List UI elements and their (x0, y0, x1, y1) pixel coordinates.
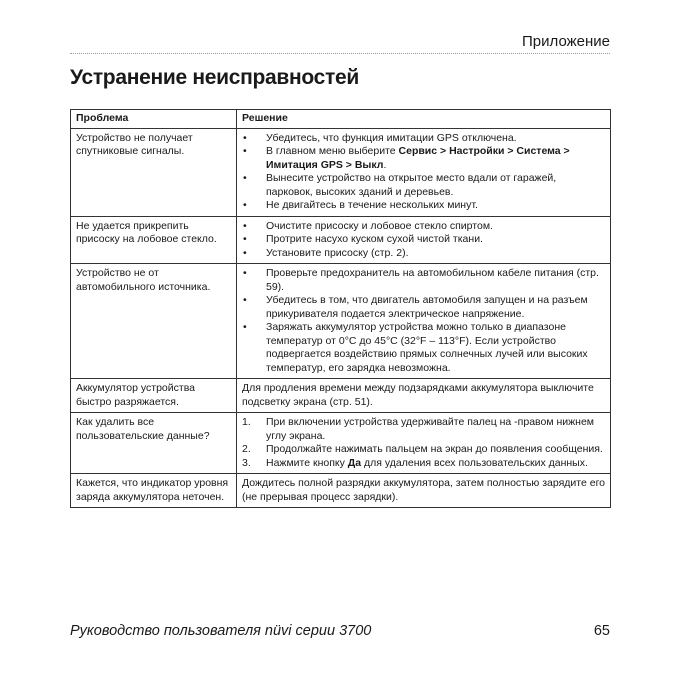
solution-list (242, 267, 605, 375)
footer-manual-title: Руководство пользователя nüvi серии 3700 (70, 623, 372, 639)
list-item-text: При включении устройства удерживайте палец на -правом нижнем углу экрана. (266, 416, 595, 442)
problem-cell: Устройство не от автомобильного источника. (71, 264, 237, 379)
solution-cell (237, 264, 611, 379)
list-item (242, 267, 605, 294)
troubleshooting-table (70, 109, 611, 508)
table-row (71, 216, 611, 264)
list-item (242, 247, 605, 261)
list-item-text: . (383, 158, 387, 171)
list-item (242, 294, 605, 321)
list-item-text: В главном меню выберите (266, 145, 399, 157)
list-item-text: Вынесите устройство на открытое место вдали от гаражей, парковок, высоких зданий и деревьев. (266, 172, 557, 198)
bullet-marker: • (243, 246, 247, 259)
list-item (242, 457, 605, 471)
solution-cell (237, 216, 611, 264)
bullet-marker: • (243, 199, 247, 211)
list-item-text: Убедитесь, что функция имитации GPS отключена. (266, 131, 517, 144)
list-item (242, 416, 605, 443)
list-item (242, 443, 605, 457)
bullet-marker: • (243, 145, 247, 157)
list-item-text: Не двигайтесь в течение нескольких минут. (266, 199, 478, 211)
bullet-marker: • (243, 294, 247, 306)
solution-cell: Дождитесь полной разрядки аккумулятора, затем полностью зарядите его (не прерывая процесс зарядки). (237, 474, 611, 508)
list-item (242, 145, 605, 172)
list-item-text: Продолжайте нажимать пальцем на экран до появления сообщения. (266, 443, 603, 455)
page-number: 65 (593, 623, 610, 639)
bullet-marker: • (243, 219, 247, 232)
list-item-text: Протрите насухо куском сухой чистой ткани. (266, 233, 483, 245)
column-header-solution: Решение (237, 110, 611, 129)
problem-cell: Устройство не получает спутниковые сигналы. (71, 128, 237, 216)
menu-path: Сервис > Настройки > Система > Имитация GPS > Выкл (266, 145, 570, 171)
table-header-row (71, 110, 611, 129)
header-divider (70, 53, 610, 54)
solution-cell: Для продления времени между подзарядками аккумулятора выключите подсветку экрана (стр. 51). (237, 379, 611, 413)
step-number: 1. (242, 416, 251, 428)
page-title: Устранение неисправностей (70, 66, 360, 89)
bullet-marker: • (243, 131, 247, 144)
solution-steps (242, 416, 605, 470)
list-item-text: Проверьте предохранитель на автомобильном кабеле питания (стр. 59). (266, 267, 599, 293)
table-row (71, 128, 611, 216)
list-item (242, 132, 605, 146)
solution-list (242, 132, 605, 213)
list-item (242, 199, 605, 213)
list-item (242, 233, 605, 247)
problem-cell: Кажется, что индикатор уровня заряда аккумулятора неточен. (71, 474, 237, 508)
problem-cell: Аккумулятор устройства быстро разряжается. (71, 379, 237, 413)
list-item-text: Заряжать аккумулятор устройства можно только в диапазоне температур от 0°C до 45°C (32°F – 113°F). Если устройство подвергается воздействию прямых солнечных лучей или высоких температур, его зарядка невозможна. (266, 321, 588, 374)
bullet-marker: • (243, 233, 247, 245)
problem-cell: Не удается прикрепить присоску на лобовое стекло. (71, 216, 237, 264)
list-item (242, 321, 605, 375)
solution-cell (237, 413, 611, 474)
table-row (71, 474, 611, 508)
solution-cell (237, 128, 611, 216)
problem-cell: Как удалить все пользовательские данные? (71, 413, 237, 474)
button-reference: Да (347, 456, 362, 469)
solution-list (242, 220, 605, 261)
list-item (242, 172, 605, 199)
table-row (71, 264, 611, 379)
bullet-marker: • (243, 321, 247, 333)
list-item-text: Очистите присоску и лобовое стекло спиртом. (266, 219, 493, 232)
table-row (71, 413, 611, 474)
section-header: Приложение (522, 33, 610, 50)
list-item (242, 220, 605, 234)
list-item-text: Убедитесь в том, что двигатель автомобиля запущен и на разъем прикуривателя подается электрическое напряжение. (266, 294, 588, 320)
list-item-text: Установите присоску (стр. 2). (266, 246, 409, 259)
step-number: 3. (242, 456, 251, 469)
table-row (71, 379, 611, 413)
column-header-problem: Проблема (71, 110, 237, 129)
list-item-text: Нажмите кнопку (266, 456, 348, 469)
bullet-marker: • (243, 172, 247, 184)
list-item-text: для удаления всех пользовательских данных. (361, 456, 588, 469)
step-number: 2. (242, 443, 251, 455)
bullet-marker: • (243, 267, 247, 279)
